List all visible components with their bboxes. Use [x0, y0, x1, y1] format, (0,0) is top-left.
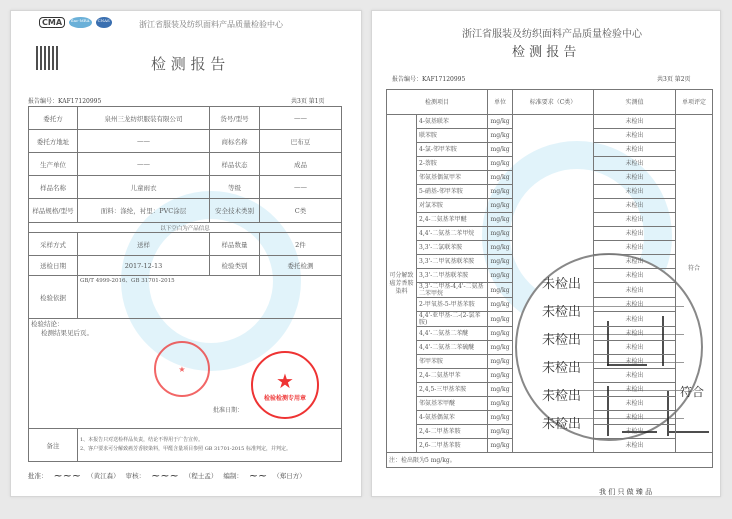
unit: mg/kg — [488, 199, 513, 213]
org-name: 浙江省服装及纺织面料产品质量检验中心 — [462, 29, 642, 40]
item-name: 联苯胺 — [417, 129, 488, 143]
item-name: 2,4-二氨基苯甲醚 — [417, 213, 488, 227]
table-cell: 成品 — [260, 153, 342, 176]
cma-logo: CMA — [39, 17, 65, 28]
magnified-value: 未检出 — [542, 389, 582, 404]
item-name: 4,4'-二氨基二苯硫醚 — [417, 341, 488, 355]
table-cell: 面料：涤纶，衬里：PVC涂层 — [78, 199, 210, 223]
table-cell: —— — [260, 176, 342, 199]
table-cell: 检测项目 — [387, 90, 488, 115]
unit: mg/kg — [488, 327, 513, 341]
table-cell: —— — [78, 130, 210, 153]
category-cell: 可分解致癌芳香胺染料 — [387, 115, 417, 453]
measured-value: 未检出 — [594, 425, 676, 439]
item-name: 4,4'-二氨基二苯醚 — [417, 327, 488, 341]
page-info: 共3页 第1页 — [291, 98, 325, 105]
remarks-row — [29, 429, 342, 462]
magnified-value: 未检出 — [542, 305, 582, 320]
measured-value: 未检出 — [594, 157, 676, 171]
table-row — [29, 276, 342, 319]
table-cell: 2件 — [260, 233, 342, 256]
table-cell: —— — [260, 107, 342, 130]
measured-value: 未检出 — [594, 255, 676, 269]
item-name: 邻甲苯胺 — [417, 355, 488, 369]
magnified-value: 未检出 — [542, 333, 582, 348]
item-name: 2,4,5-三甲基苯胺 — [417, 383, 488, 397]
signature: ~~~ — [151, 469, 179, 482]
ilac-logo: ilac-MRA — [69, 17, 92, 28]
conclusion-row — [29, 319, 342, 429]
report-number: 报告编号：KAF17120995 — [392, 76, 466, 83]
official-stamp: ★ 检验检测专用章 — [251, 351, 319, 419]
table-cell: 委托方 — [29, 107, 78, 130]
unit: mg/kg — [488, 241, 513, 255]
item-name: 4,4'-二氨基二苯甲烷 — [417, 227, 488, 241]
sign-date-label: 批准日期： — [213, 407, 244, 414]
table-cell: 1、本报告只对送检样品负责，结论不得用于广告宣传。 2、客户要求可分解致癌芳香胺染料，甲醛含量项目参照 GB 31701-2015 标准判定，并判定。 — [78, 429, 342, 462]
table-row — [29, 256, 342, 276]
unit: mg/kg — [488, 369, 513, 383]
page-info: 共3页 第2页 — [657, 76, 691, 83]
item-name: 3,3'-二甲基-4,4'-二氨基二苯甲烷 — [417, 283, 488, 298]
table-cell: 样品名称 — [29, 176, 78, 199]
table-header — [387, 90, 713, 115]
note-row — [387, 453, 713, 468]
measured-value: 未检出 — [594, 369, 676, 383]
table-row — [29, 130, 342, 153]
table-cell: 标准要求（C类） — [513, 90, 594, 115]
item-name: 2,4-二氨基甲苯 — [417, 369, 488, 383]
measured-value: 未检出 — [594, 171, 676, 185]
measured-value: 未检出 — [594, 383, 676, 397]
cert-logos — [39, 17, 112, 28]
unit: mg/kg — [488, 157, 513, 171]
item-name: 5-硝基-邻甲苯胺 — [417, 185, 488, 199]
item-name: 3,3'-二甲基联苯胺 — [417, 269, 488, 283]
magnified-value: 未检出 — [542, 417, 582, 432]
report-page-2 — [371, 10, 721, 497]
unit: mg/kg — [488, 383, 513, 397]
table-cell: GB/T 4999-2016、GB 31701-2015 — [78, 276, 342, 319]
table-cell: 检验类别 — [210, 256, 260, 276]
table-cell: 委托检测 — [260, 256, 342, 276]
item-name: 邻氨基苯甲醚 — [417, 397, 488, 411]
table-cell: 送样 — [78, 233, 210, 256]
measured-value: 未检出 — [594, 439, 676, 453]
unit: mg/kg — [488, 283, 513, 298]
unit: mg/kg — [488, 341, 513, 355]
report-page-1 — [10, 10, 362, 497]
conclusion-text: 检测结果见后页。 — [41, 329, 93, 337]
table-cell: 以下空白为产品信息 — [29, 223, 342, 233]
conclusion-label: 检验结论： — [31, 320, 64, 328]
measured-value: 未检出 — [594, 185, 676, 199]
measured-value: 未检出 — [594, 283, 676, 298]
unit: mg/kg — [488, 269, 513, 283]
unit: mg/kg — [488, 411, 513, 425]
item-name: 4-氨基偶氮苯 — [417, 411, 488, 425]
item-name: 4,4'-亚甲基-二-(2-氯苯胺) — [417, 312, 488, 327]
unit: mg/kg — [488, 185, 513, 199]
item-name: 2,4-二甲基苯胺 — [417, 425, 488, 439]
unit: mg/kg — [488, 425, 513, 439]
signature: ~~ — [248, 469, 268, 482]
table-cell: 安全技术类别 — [210, 199, 260, 223]
unit: mg/kg — [488, 355, 513, 369]
table-row — [29, 107, 342, 130]
unit: mg/kg — [488, 129, 513, 143]
table-cell: 单项评定 — [676, 90, 713, 115]
page-title: 检 测 报 告 — [512, 45, 577, 60]
unit: mg/kg — [488, 255, 513, 269]
measured-value: 未检出 — [594, 143, 676, 157]
table-row — [29, 176, 342, 199]
item-name: 3,3'-二氯联苯胺 — [417, 241, 488, 255]
measured-value: 未检出 — [594, 227, 676, 241]
unit: mg/kg — [488, 439, 513, 453]
unit: mg/kg — [488, 397, 513, 411]
item-name: 2-萘胺 — [417, 157, 488, 171]
measured-value: 未检出 — [594, 298, 676, 312]
measured-value: 未检出 — [594, 327, 676, 341]
table-cell: 样品状态 — [210, 153, 260, 176]
org-name: 浙江省服装及纺织面料产品质量检验中心 — [139, 20, 283, 29]
table-row — [29, 223, 342, 233]
table-cell — [29, 319, 342, 429]
page-title: 检 测 报 告 — [151, 55, 226, 73]
table-cell: 2017-12-13 — [78, 256, 210, 276]
item-name: 对氯苯胺 — [417, 199, 488, 213]
measured-value: 未检出 — [594, 411, 676, 425]
table-cell: 等级 — [210, 176, 260, 199]
report-number: 报告编号：KAF17120995 — [28, 98, 102, 105]
table-cell: 注：检出限为5 mg/kg。 — [387, 453, 713, 468]
table-cell: 实测值 — [594, 90, 676, 115]
table-row — [29, 199, 342, 223]
unit: mg/kg — [488, 143, 513, 157]
magnified-value: 未检出 — [542, 361, 582, 376]
table-cell: 送检日期 — [29, 256, 78, 276]
measured-value: 未检出 — [594, 269, 676, 283]
table-cell: 检验依据 — [29, 276, 78, 319]
magnified-value: 未检出 — [542, 277, 582, 292]
table-cell: 商标名称 — [210, 130, 260, 153]
table-cell: 儿童雨衣 — [78, 176, 210, 199]
signoff: 批准： ~~~ （黄江森） 审核： ~~~ （程士孟） 编制： ~~ （郑日方） — [28, 469, 306, 482]
table-cell: C类 — [260, 199, 342, 223]
unit: mg/kg — [488, 213, 513, 227]
table-cell: 生产单位 — [29, 153, 78, 176]
table-row — [387, 115, 713, 129]
table-cell: 采样方式 — [29, 233, 78, 256]
measured-value: 未检出 — [594, 199, 676, 213]
info-table — [28, 106, 342, 462]
item-name: 2,6-二甲基苯胺 — [417, 439, 488, 453]
item-name: 4-氨基联苯 — [417, 115, 488, 129]
table-cell: —— — [78, 153, 210, 176]
measured-value: 未检出 — [594, 355, 676, 369]
item-name: 邻氨基偶氮甲苯 — [417, 171, 488, 185]
measured-value: 未检出 — [594, 213, 676, 227]
table-cell: 样品数量 — [210, 233, 260, 256]
item-name: 3,3'-二甲氧基联苯胺 — [417, 255, 488, 269]
measured-value: 未检出 — [594, 241, 676, 255]
cnas-logo: CNAS — [96, 17, 112, 28]
unit: mg/kg — [488, 115, 513, 129]
table-row — [29, 233, 342, 256]
unit: mg/kg — [488, 312, 513, 327]
verdict-cell: 符合 — [676, 115, 713, 453]
stamp-left: ★ — [154, 341, 210, 397]
item-name: 2-甲氧基-5-甲基苯胺 — [417, 298, 488, 312]
table-row — [29, 153, 342, 176]
measured-value: 未检出 — [594, 129, 676, 143]
table-cell: 委托方地址 — [29, 130, 78, 153]
measured-value: 未检出 — [594, 312, 676, 327]
measured-value: 未检出 — [594, 115, 676, 129]
table-cell: 货号/型号 — [210, 107, 260, 130]
item-name: 4-氯-邻甲苯胺 — [417, 143, 488, 157]
unit: mg/kg — [488, 298, 513, 312]
magnified-verdict: 符合 — [680, 385, 705, 399]
table-cell: 备注 — [29, 429, 78, 462]
table-cell: 单位 — [488, 90, 513, 115]
measured-value: 未检出 — [594, 341, 676, 355]
brand-watermark-caption: 我 们 只 做 臻 品 — [599, 488, 653, 496]
table-cell: 巴布豆 — [260, 130, 342, 153]
qr-code — [36, 46, 60, 70]
table-cell: 泉州三龙纺织服装有限公司 — [78, 107, 210, 130]
table-cell: 样品规格/型号 — [29, 199, 78, 223]
measured-value: 未检出 — [594, 397, 676, 411]
signature: ~~~ — [53, 469, 82, 482]
unit: mg/kg — [488, 227, 513, 241]
unit: mg/kg — [488, 171, 513, 185]
